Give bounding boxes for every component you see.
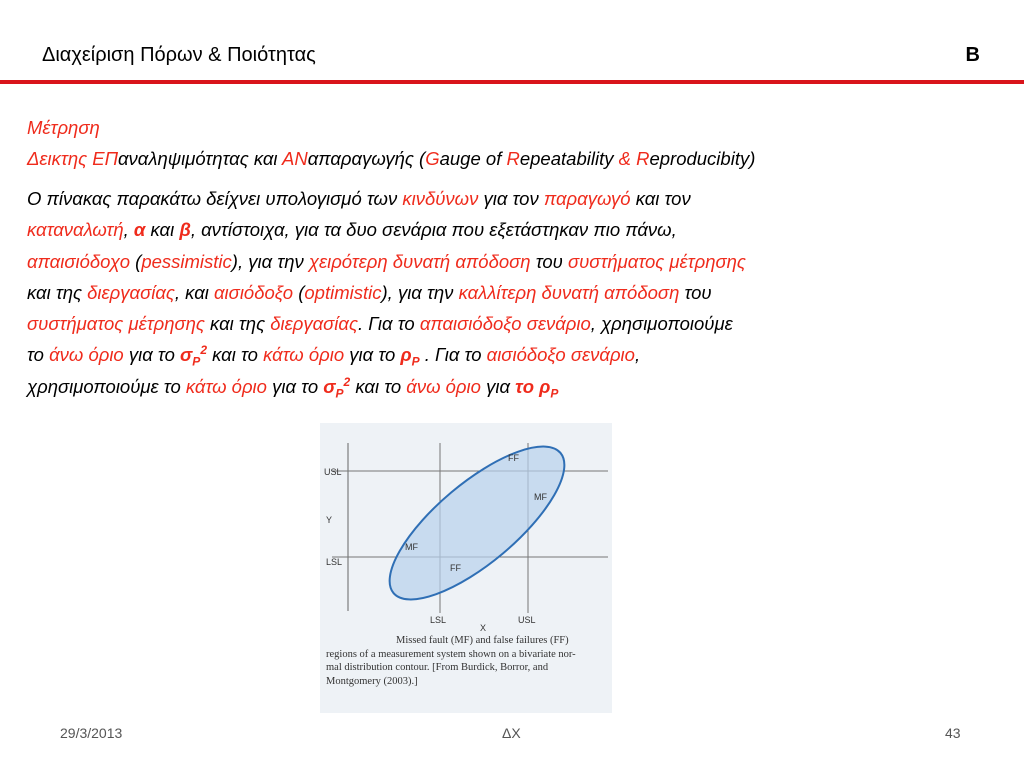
lsl-x-label: LSL xyxy=(430,615,447,625)
section-letter: B xyxy=(965,44,980,66)
usl-x-label: USL xyxy=(518,615,536,625)
footer-date: 29/3/2013 xyxy=(60,725,123,741)
slide-body xyxy=(27,112,997,402)
ff-bottom-label: FF xyxy=(450,563,461,573)
paragraph-line: και της διεργασίας, και αισιόδοξο (optimistic), για την καλλίτερη δυνατή απόδοση του xyxy=(27,281,712,303)
slide-title: Διαχείριση Πόρων & Ποιότητας xyxy=(42,44,316,66)
content-paragraph xyxy=(27,183,997,402)
paragraph-line: το άνω όριο για το $\sigma_P^2$ και το κάτω όριο για το $\rho_P$ . Για το αισιόδοξο σενάριο, xyxy=(27,343,641,370)
content-subheading: Δεικτης ΕΠαναληψιμότητας και ΑΝαπαραγωγής (Gauge of Repeatability & Reproducibity) xyxy=(27,148,756,169)
paragraph-line: συστήματος μέτρησης και της διεργασίας. Για το απαισιόδοξο σενάριο, χρησιμοποιούμε xyxy=(27,313,733,335)
contour-ellipse xyxy=(368,423,586,624)
content-heading: Μέτρηση xyxy=(27,117,100,138)
footer-author: ΔΧ xyxy=(502,725,521,741)
paragraph-line: Ο πίνακας παρακάτω δείχνει υπολογισμό των κινδύνων για τον παραγωγό και τον xyxy=(27,188,691,209)
scanned-figure xyxy=(320,423,612,713)
mf-right-label: MF xyxy=(534,492,547,502)
figure-caption: Missed fault (MF) and false failures (FF) regions of a measurement system shown on a bivariate nor- mal distribution contour. [From Burdick, Borror, and Montgomery (2003).] xyxy=(326,635,576,687)
paragraph-line: χρησιμοποιούμε το κάτω όριο για το $\sigma_P^2$ και το άνω όριο για το $\rho_P$ xyxy=(27,374,559,401)
header-divider xyxy=(0,80,1024,84)
ff-top-label: FF xyxy=(508,453,519,463)
usl-y-label: USL xyxy=(324,467,342,477)
lsl-y-label: LSL xyxy=(326,557,343,567)
paragraph-line: καταναλωτή, α και β, αντίστοιχα, για τα δυο σενάρια που εξετάστηκαν πιο πάνω, xyxy=(27,219,677,241)
y-axis-label: Y xyxy=(326,515,333,525)
paragraph-line: απαισιόδοχο (pessimistic), για την χειρότερη δυνατή απόδοση του συστήματος μέτρησης xyxy=(27,250,746,272)
page-number: 43 xyxy=(945,725,961,741)
x-axis-label: X xyxy=(480,623,487,633)
bivariate-contour-diagram xyxy=(320,423,612,635)
mf-left-label: MF xyxy=(405,542,418,552)
